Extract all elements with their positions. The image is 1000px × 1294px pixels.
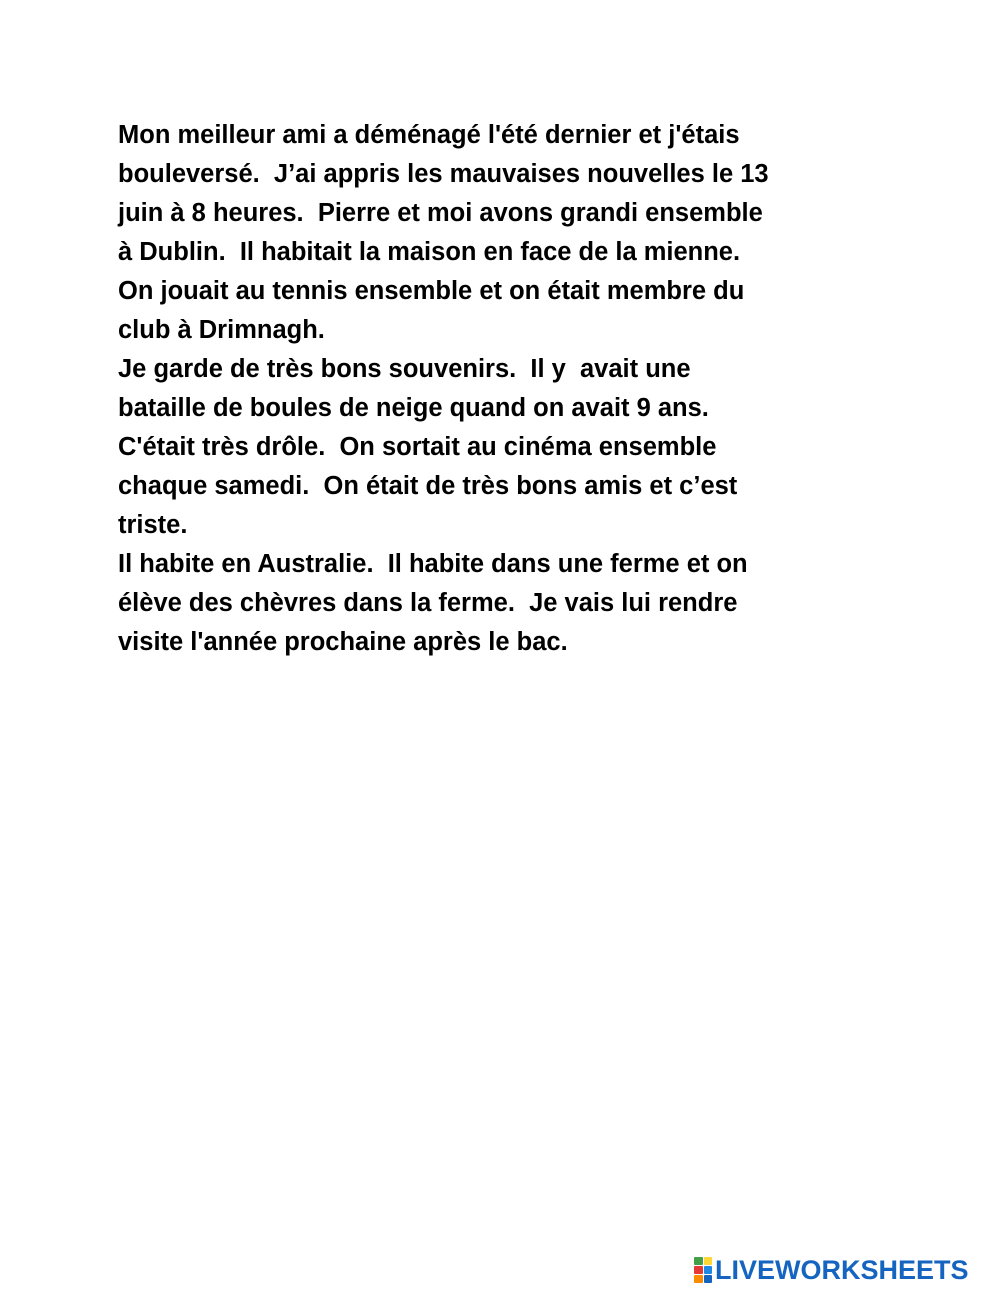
text-line: On jouait au tennis ensemble et on était membre du [118,277,745,305]
text-line: bouleversé. J’ai appris les mauvaises nouvelles le 13 [118,160,769,188]
logo-block [694,1275,703,1283]
text-line: club à Drimnagh. [118,316,325,344]
body-text [118,116,918,662]
liveworksheets-logo [694,1256,969,1284]
text-line: bataille de boules de neige quand on avait 9 ans. [118,394,709,422]
logo-block [704,1257,713,1265]
text-line: élève des chèvres dans la ferme. Je vais lui rendre [118,589,738,617]
logo-mark-icon [694,1257,712,1283]
text-line: triste. [118,511,188,539]
text-line: Je garde de très bons souvenirs. Il y avait une [118,355,691,383]
text-line: C'était très drôle. On sortait au cinéma ensemble [118,433,717,461]
logo-block [704,1266,713,1274]
logo-block [704,1275,713,1283]
text-line: juin à 8 heures. Pierre et moi avons grandi ensemble [118,199,763,227]
logo-text: LIVEWORKSHEETS [715,1255,969,1285]
text-line: chaque samedi. On était de très bons amis et c’est [118,472,738,500]
logo-block [694,1266,703,1274]
text-line: visite l'année prochaine après le bac. [118,628,568,656]
text-line: Il habite en Australie. Il habite dans une ferme et on [118,550,748,578]
text-line: à Dublin. Il habitait la maison en face de la mienne. [118,238,741,266]
logo-block [694,1257,703,1265]
text-line: Mon meilleur ami a déménagé l'été dernier et j'étais [118,121,740,149]
